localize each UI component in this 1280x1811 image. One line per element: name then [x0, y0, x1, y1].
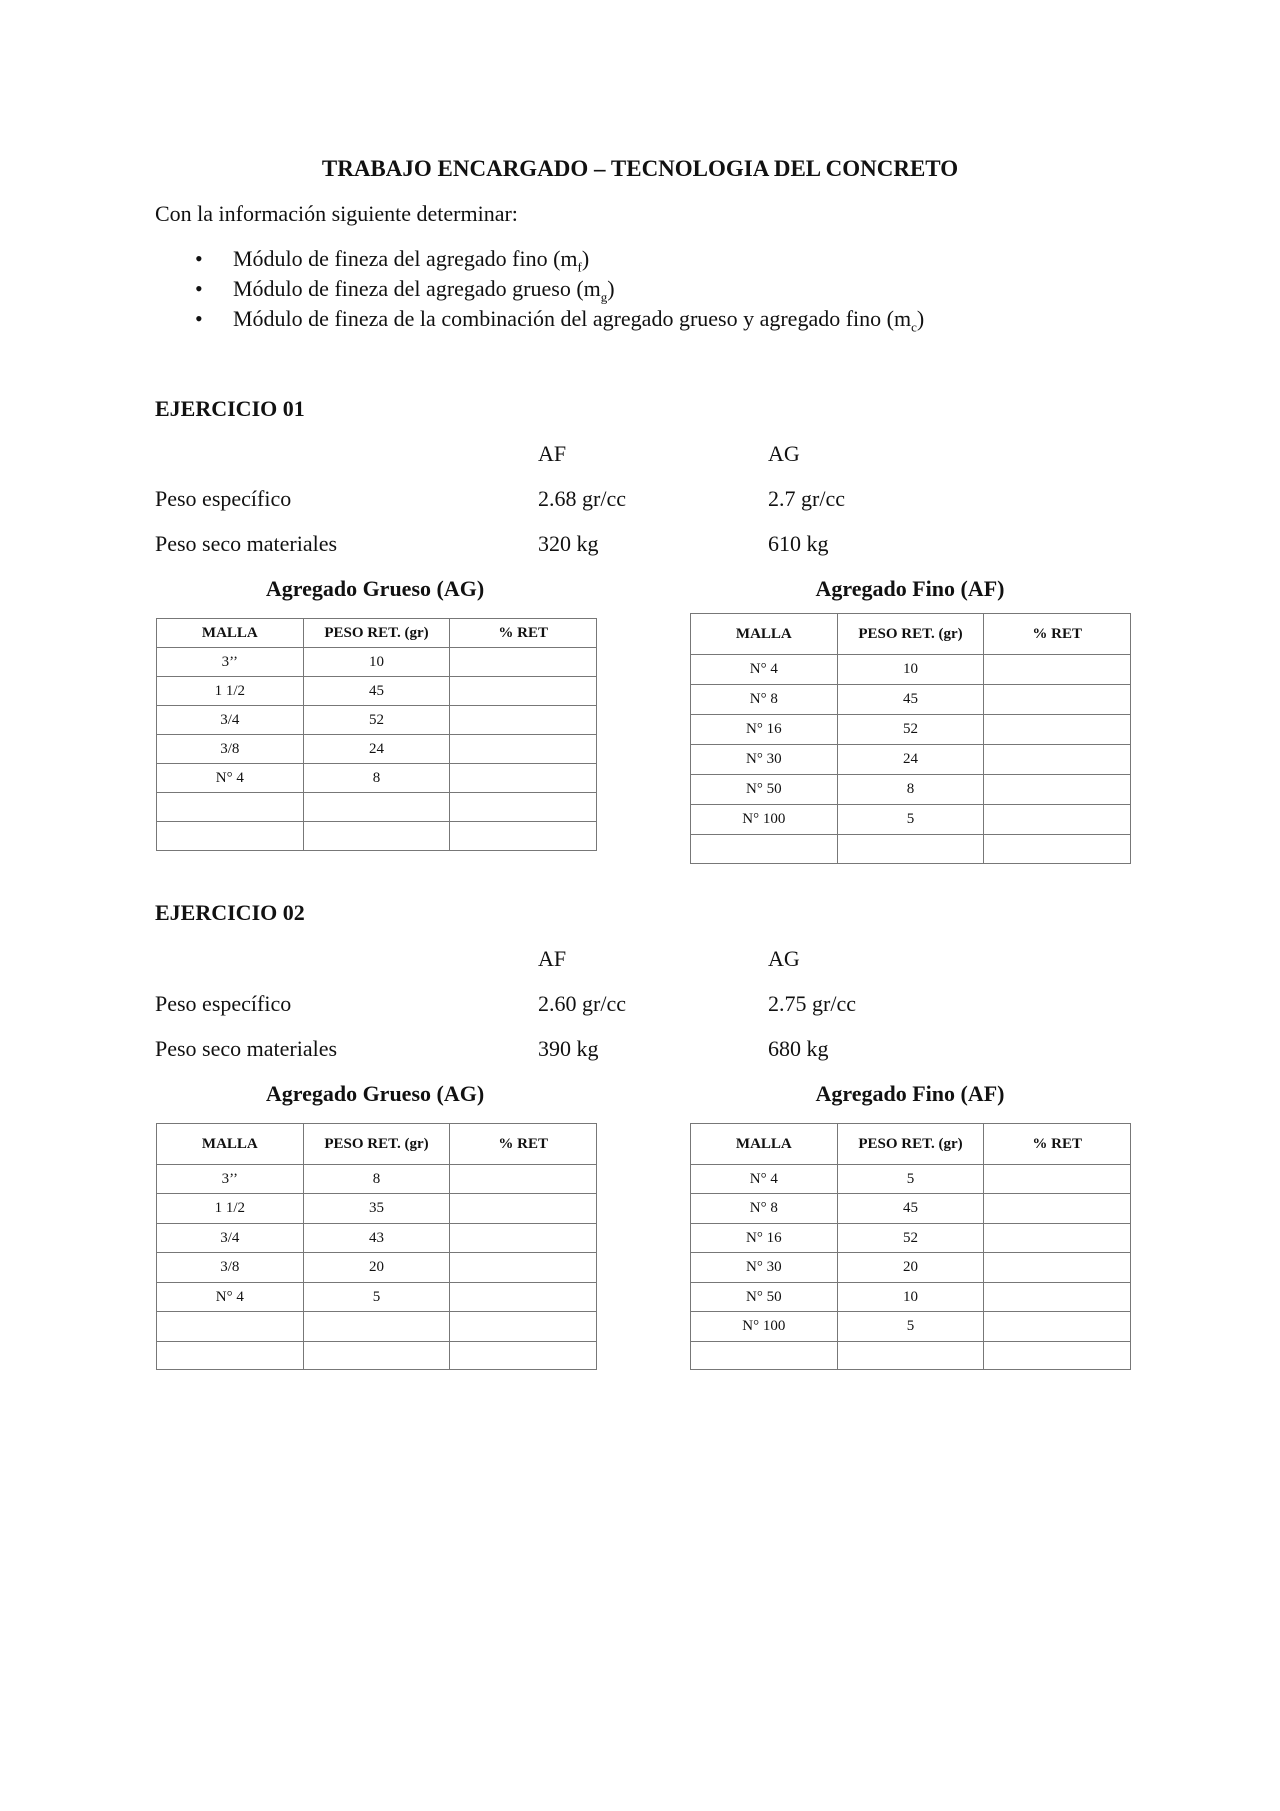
table-row: N° 4 5 [157, 1283, 597, 1312]
table-row: 3/4 52 [157, 706, 597, 735]
ej02-af-caption: Agregado Fino (AF) [815, 1081, 1005, 1106]
table-row: N° 4 5 [691, 1165, 1131, 1194]
ej01-ag-table [156, 618, 597, 851]
header-malla: MALLA [157, 1124, 304, 1165]
list-item: • Módulo de fineza del agregado grueso $(m_g)$ [195, 274, 924, 304]
table-row: N° 8 45 [691, 1194, 1131, 1224]
table-row [691, 835, 1131, 864]
header-peso-ret: PESO RET. (gr) [303, 1124, 450, 1165]
table-row: N° 8 45 [691, 685, 1131, 715]
header-peso-ret: PESO RET. (gr) [837, 614, 984, 655]
ej02-peso-seco-ag: 680 kg [768, 1036, 829, 1061]
table-header-row [157, 619, 597, 648]
ej02-peso-especifico-af: 2.60 gr/cc [538, 991, 626, 1016]
ej02-col-af: AF [538, 946, 567, 971]
table-row: N° 100 5 [691, 805, 1131, 835]
ej02-col-ag: AG [768, 946, 800, 971]
table-row: N° 16 52 [691, 1224, 1131, 1253]
table-row: N° 50 8 [691, 775, 1131, 805]
header-peso-ret: PESO RET. (gr) [837, 1124, 984, 1165]
ej01-ag-caption: Agregado Grueso (AG) [265, 576, 485, 601]
list-item: • Módulo de fineza de la combinación del agregado grueso y agregado fino $(m_c)$ [195, 304, 924, 334]
table-row [157, 793, 597, 822]
ej01-col-ag: AG [768, 441, 800, 466]
header-pct-ret: % RET [984, 614, 1131, 655]
objectives-list [195, 244, 924, 334]
table-row: 1 1/2 35 [157, 1194, 597, 1224]
table-header-row [691, 1124, 1131, 1165]
table-row: 3/8 24 [157, 735, 597, 764]
table-row: 3/8 20 [157, 1253, 597, 1283]
table-row [691, 1342, 1131, 1370]
ej02-peso-especifico-label: Peso específico [155, 991, 292, 1016]
table-row: N° 100 5 [691, 1312, 1131, 1342]
ejercicio-02-title: EJERCICIO 02 [155, 900, 305, 925]
ej02-ag-caption: Agregado Grueso (AG) [265, 1081, 485, 1106]
intro-text: Con la información siguiente determinar: [155, 201, 518, 226]
ej01-peso-especifico-label: Peso específico [155, 486, 292, 511]
table-row: 1 1/2 45 [157, 677, 597, 706]
ejercicio-01-title: EJERCICIO 01 [155, 396, 305, 421]
table-row: 3’’ 10 [157, 648, 597, 677]
header-pct-ret: % RET [984, 1124, 1131, 1165]
table-row [157, 822, 597, 851]
ej02-peso-seco-label: Peso seco materiales [155, 1036, 338, 1061]
header-malla: MALLA [691, 1124, 838, 1165]
header-pct-ret: % RET [450, 619, 597, 648]
ej01-af-table [690, 613, 1131, 864]
ej01-col-af: AF [538, 441, 567, 466]
ej02-af-table [690, 1123, 1131, 1370]
header-peso-ret: PESO RET. (gr) [303, 619, 450, 648]
header-malla: MALLA [691, 614, 838, 655]
ej01-peso-seco-af: 320 kg [538, 531, 599, 556]
table-row: N° 4 8 [157, 764, 597, 793]
table-row [157, 1312, 597, 1342]
ej01-peso-seco-ag: 610 kg [768, 531, 829, 556]
table-header-row [691, 614, 1131, 655]
list-item: • Módulo de fineza del agregado fino $(m_f)$ [195, 244, 924, 274]
table-row: 3/4 43 [157, 1224, 597, 1253]
table-row: N° 4 10 [691, 655, 1131, 685]
ej02-ag-table [156, 1123, 597, 1370]
ej02-peso-seco-af: 390 kg [538, 1036, 599, 1061]
table-header-row [157, 1124, 597, 1165]
table-row: 3’’ 8 [157, 1165, 597, 1194]
table-row: N° 50 10 [691, 1283, 1131, 1312]
ej01-peso-especifico-ag: 2.7 gr/cc [768, 486, 845, 511]
header-pct-ret: % RET [450, 1124, 597, 1165]
table-row: N° 30 24 [691, 745, 1131, 775]
ej01-peso-seco-label: Peso seco materiales [155, 531, 338, 556]
table-row: N° 16 52 [691, 715, 1131, 745]
page-title: TRABAJO ENCARGADO – TECNOLOGIA DEL CONCRETO [321, 156, 959, 181]
ej01-af-caption: Agregado Fino (AF) [815, 576, 1005, 601]
table-row: N° 30 20 [691, 1253, 1131, 1283]
table-row [157, 1342, 597, 1370]
ej02-peso-especifico-ag: 2.75 gr/cc [768, 991, 856, 1016]
ej01-peso-especifico-af: 2.68 gr/cc [538, 486, 626, 511]
header-malla: MALLA [157, 619, 304, 648]
